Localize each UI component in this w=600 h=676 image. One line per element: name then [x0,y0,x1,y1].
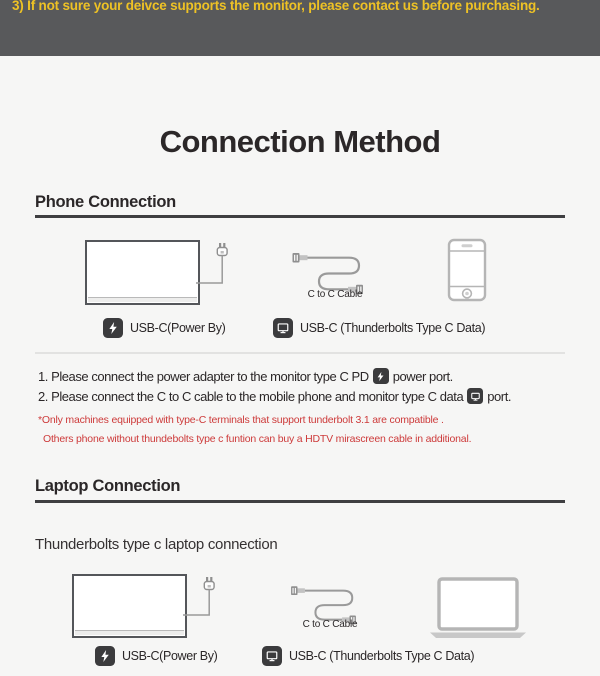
c-to-c-cable-icon [292,244,382,294]
smartphone-icon [447,238,487,302]
legend-usb-c-data [262,646,474,666]
top-notice-text: 3) If not sure your deivce supports the monitor, please contact us before purchasing. [12,0,540,13]
c-to-c-cable-icon [287,578,377,624]
legend-usb-c-power [103,318,225,338]
compatibility-note-1: *Only machines equipped with type-C terminals that support tunderbolt 3.1 are compatible . [38,414,444,426]
laptop-section-heading: Laptop Connection [35,477,181,495]
legend-label: USB-C(Power By) [122,649,218,663]
compatibility-note-2: Others phone without thundebolts type c funtion can buy a HDTV mirascreen cable in additional. [43,433,472,445]
top-notice-bar [0,0,600,56]
monitor-bezel-strip [75,630,184,635]
instruction-text: power port. [392,368,453,384]
phone-section-rule [35,215,565,218]
power-plug-icon [196,240,228,290]
lightning-icon [103,318,123,338]
monitor-illustration [72,574,187,638]
laptop-subheading: Thunderbolts type c laptop connection [35,536,278,553]
legend-label: USB-C (Thunderbolts Type C Data) [300,321,486,335]
laptop-icon [430,577,526,639]
instruction-text: port. [487,388,512,404]
cable-label: C to C Cable [302,619,358,630]
instruction-line-1 [38,368,453,384]
instruction-text: 1. Please connect the power adapter to the monitor type C PD [38,368,369,384]
laptop-section-rule [35,500,565,503]
monitor-illustration [85,240,200,305]
legend-label: USB-C (Thunderbolts Type C Data) [289,649,475,663]
monitor-icon [467,388,483,404]
monitor-icon [262,646,282,666]
instruction-line-2 [38,388,511,404]
legend-label: USB-C(Power By) [130,321,226,335]
instruction-text: 2. Please connect the C to C cable to the mobile phone and monitor type C data [38,388,464,404]
page-title: Connection Method [159,124,441,159]
monitor-bezel-strip [88,297,197,302]
lightning-icon [95,646,115,666]
power-plug-icon [183,574,215,624]
light-divider [35,352,565,354]
phone-section-heading: Phone Connection [35,193,176,211]
cable-label: C to C Cable [307,289,363,300]
monitor-icon [273,318,293,338]
legend-usb-c-power [95,646,217,666]
lightning-icon [373,368,389,384]
legend-usb-c-data [273,318,485,338]
